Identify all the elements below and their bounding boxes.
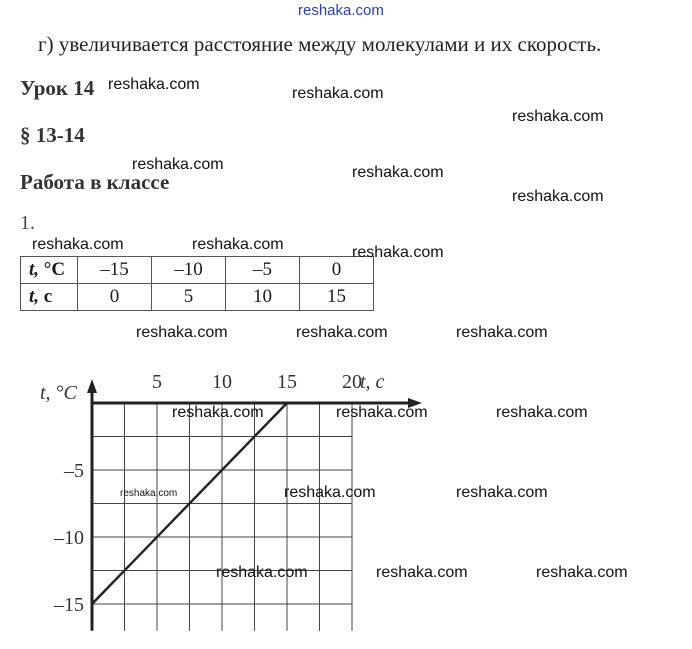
watermark: reshaka.com: [512, 108, 604, 125]
watermark: reshaka.com: [336, 404, 428, 421]
table-cell: –10: [152, 257, 226, 284]
watermark: reshaka.com: [376, 564, 468, 581]
x-tick-label: 15: [277, 371, 297, 393]
watermark: reshaka.com: [512, 188, 604, 205]
y-tick-label: –10: [54, 527, 84, 549]
intro-line: г) увеличивается расстояние между молекулами и их скорость.: [38, 32, 602, 56]
x-tick-label: 5: [152, 371, 162, 393]
y-axis-arrow-icon: [87, 379, 97, 393]
table-cell: 0: [78, 284, 152, 311]
watermark: reshaka.com: [456, 324, 548, 341]
y-tick-label: –15: [54, 594, 84, 616]
watermark: reshaka.com: [216, 564, 308, 581]
table-cell: 10: [226, 284, 300, 311]
watermark-top: reshaka.com: [298, 2, 384, 19]
chart-grid: [92, 403, 352, 631]
watermark: reshaka.com: [284, 484, 376, 501]
table-cell: 5: [152, 284, 226, 311]
table-cell: –15: [78, 257, 152, 284]
watermark: reshaka.com: [536, 564, 628, 581]
watermark: reshaka.com: [32, 236, 124, 253]
watermark: reshaka.com: [292, 85, 384, 102]
watermark: reshaka.com: [456, 484, 548, 501]
lesson-title: Урок 14: [20, 76, 95, 100]
table-cell: 0: [300, 257, 374, 284]
task-number: 1.: [20, 212, 35, 234]
watermark: reshaka.com: [136, 324, 228, 341]
x-tick-label: 20: [342, 371, 362, 393]
watermark: reshaka.com: [192, 236, 284, 253]
x-tick-label: 10: [212, 371, 232, 393]
y-tick-label: –5: [64, 460, 84, 482]
row-unit: с: [43, 286, 53, 307]
watermark: reshaka.com: [108, 76, 200, 93]
x-axis-label: t, c: [360, 371, 385, 393]
watermark: reshaka.com: [120, 488, 178, 499]
watermark: reshaka.com: [352, 164, 444, 181]
y-axis-label: t, °C: [40, 382, 77, 404]
watermark: reshaka.com: [172, 404, 264, 421]
table-cell: –5: [226, 257, 300, 284]
watermark: reshaka.com: [496, 404, 588, 421]
subheading: Работа в классе: [20, 170, 170, 194]
row-var: t,: [29, 259, 40, 280]
watermark: reshaka.com: [132, 156, 224, 173]
row-var: t,: [29, 286, 40, 307]
watermark: reshaka.com: [296, 324, 388, 341]
table-cell: 15: [300, 284, 374, 311]
row-unit: °С: [43, 259, 66, 280]
section-number: § 13-14: [20, 123, 85, 147]
watermark: reshaka.com: [352, 244, 444, 261]
